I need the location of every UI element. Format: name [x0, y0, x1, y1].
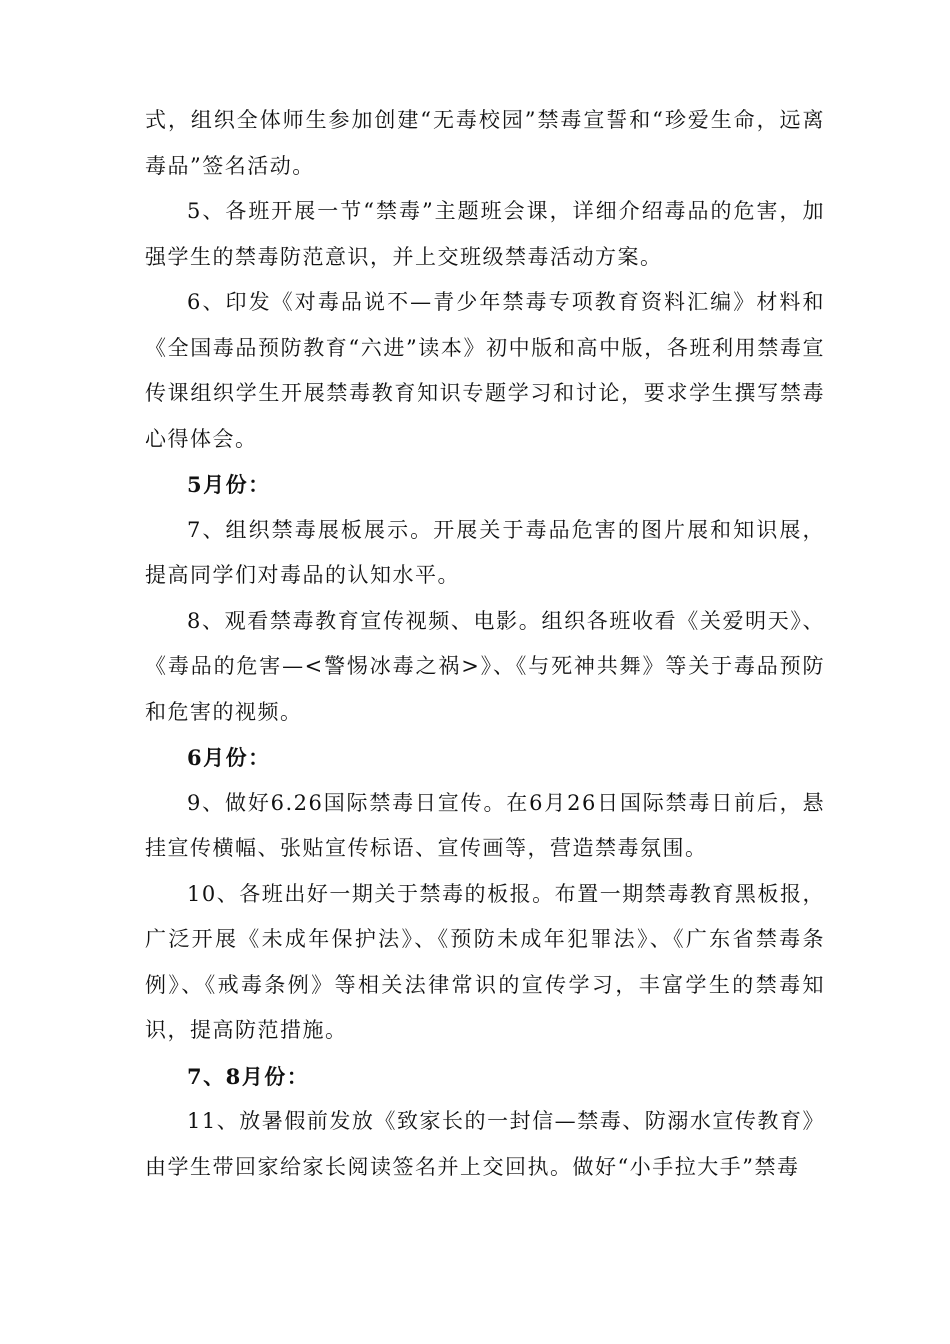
paragraph-continuation: 式，组织全体师生参加创建“无毒校园”禁毒宣誓和“珍爱生命，远离毒品”签名活动。: [145, 108, 825, 178]
paragraph-item-7: 7、组织禁毒展板展示。开展关于毒品危害的图片展和知识展，提高同学们对毒品的认知水平。: [145, 517, 825, 587]
paragraph-item-5: 5、各班开展一节“禁毒”主题班会课，详细介绍毒品的危害，加强学生的禁毒防范意识，并上交班级禁毒活动方案。: [145, 199, 825, 269]
paragraph-item-9: 9、做好6.26国际禁毒日宣传。在6月26日国际禁毒日前后，悬挂宣传横幅、张贴宣传标语、宣传画等，营造禁毒氛围。: [145, 790, 825, 860]
paragraph-item-8: 8、观看禁毒教育宣传视频、电影。组织各班收看《关爱明天》、《毒品的危害—<警惕冰毒之祸>》、《与死神共舞》等关于毒品预防和危害的视频。: [145, 608, 825, 724]
paragraph-item-6: 6、印发《对毒品说不—青少年禁毒专项教育资料汇编》材料和《全国毒品预防教育“六进”读本》初中版和高中版，各班利用禁毒宣传课组织学生开展禁毒教育知识专题学习和讨论，要求学生撰写禁毒心得体会。: [145, 290, 825, 451]
paragraph-item-10: 10、各班出好一期关于禁毒的板报。布置一期禁毒教育黑板报，广泛开展《未成年保护法》、《预防未成年犯罪法》、《广东省禁毒条例》、《戒毒条例》等相关法律常识的宣传学习，丰富学生的禁毒知识，提高防范措施。: [145, 881, 825, 1042]
section-heading-may: 5月份：: [187, 472, 271, 497]
paragraph-item-11: 11、放暑假前发放《致家长的一封信—禁毒、防溺水宣传教育》由学生带回家给家长阅读签名并上交回执。做好“小手拉大手”禁毒: [145, 1109, 825, 1179]
section-heading-july-august: 7、8月份：: [187, 1063, 310, 1089]
document-body: [145, 98, 825, 1190]
section-heading-june: 6月份：: [187, 745, 271, 770]
